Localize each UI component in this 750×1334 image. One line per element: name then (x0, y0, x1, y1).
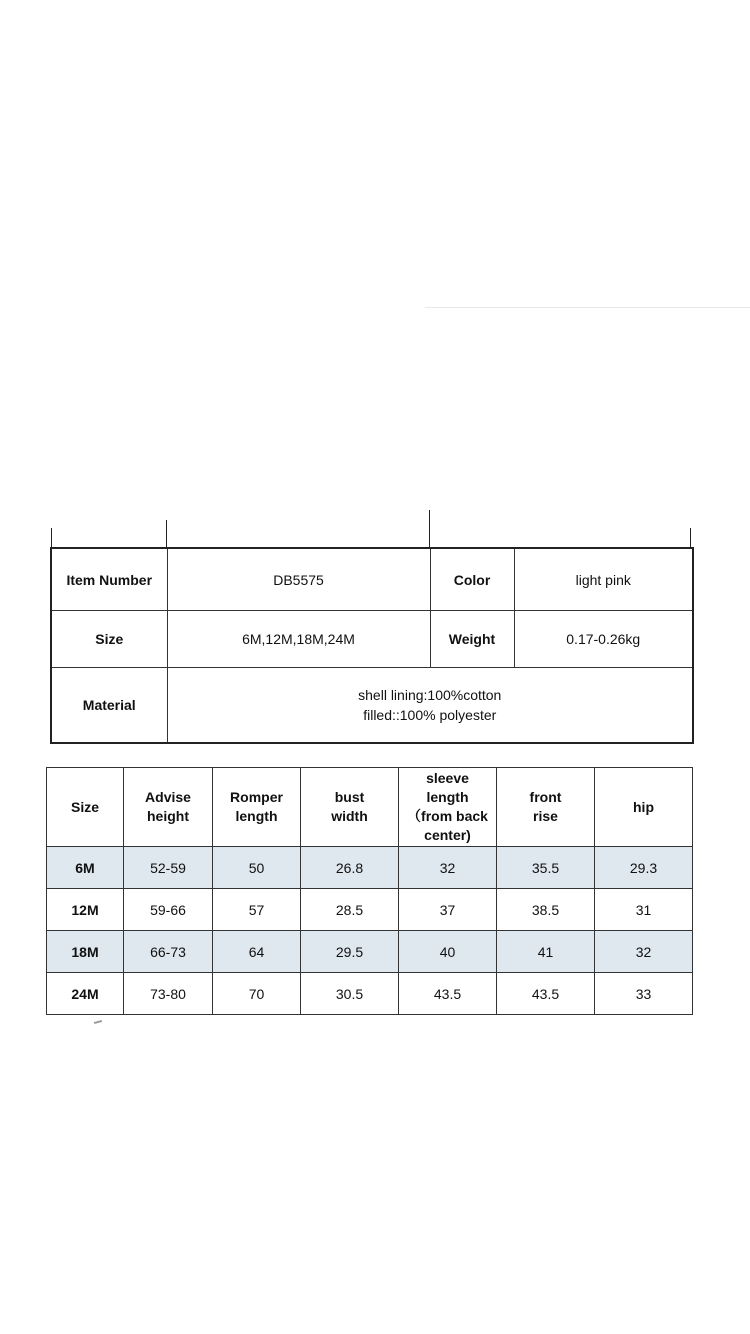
size-measure-cell: 64 (213, 931, 301, 973)
size-chart-header-cell (595, 768, 693, 847)
size-measure-cell: 37 (399, 889, 497, 931)
table-border-stub (690, 528, 691, 548)
header-line: height (147, 808, 189, 824)
size-measure-cell: 66-73 (124, 931, 213, 973)
size-measure-cell: 30.5 (301, 973, 399, 1015)
header-line: hip (633, 798, 654, 815)
speck-mark (94, 1020, 102, 1024)
product-info-table (50, 547, 694, 744)
size-chart-header-cell (124, 768, 213, 847)
size-measure-cell: 35.5 (497, 847, 595, 889)
size-chart-header-cell (47, 768, 124, 847)
table-border-stub (429, 510, 430, 548)
size-measure-cell: 59-66 (124, 889, 213, 931)
item-number-label: Item Number (51, 548, 167, 611)
size-row-label: 18M (47, 931, 124, 973)
size-measure-cell: 32 (595, 931, 693, 973)
header-line: （from back (407, 808, 488, 824)
material-label: Material (51, 668, 167, 744)
size-measure-cell: 41 (497, 931, 595, 973)
size-measure-cell: 38.5 (497, 889, 595, 931)
size-value: 6M,12M,18M,24M (167, 611, 430, 668)
header-line: bust (334, 789, 365, 805)
info-row-item (51, 548, 693, 611)
color-label: Color (430, 548, 514, 611)
size-measure-cell: 32 (399, 847, 497, 889)
header-line: sleeve (426, 770, 469, 786)
header-line: width (331, 808, 368, 824)
weight-value: 0.17-0.26kg (514, 611, 693, 668)
size-chart-header-cell (399, 768, 497, 847)
size-measure-cell: 57 (213, 889, 301, 931)
size-chart-header-row (47, 768, 693, 847)
size-measure-cell: 43.5 (399, 973, 497, 1015)
size-row-label: 24M (47, 973, 124, 1015)
header-line: Advise (145, 789, 191, 805)
size-measure-cell: 40 (399, 931, 497, 973)
weight-label: Weight (430, 611, 514, 668)
divider-line (425, 307, 750, 308)
size-measure-cell: 43.5 (497, 973, 595, 1015)
color-value: light pink (514, 548, 693, 611)
header-line: length (235, 808, 278, 824)
size-label: Size (51, 611, 167, 668)
size-measure-cell: 52-59 (124, 847, 213, 889)
table-row (47, 931, 693, 973)
size-measure-cell: 33 (595, 973, 693, 1015)
material-value (167, 668, 693, 744)
info-row-size (51, 611, 693, 668)
size-chart-header-cell (213, 768, 301, 847)
header-line: Romper (230, 789, 283, 805)
size-row-label: 12M (47, 889, 124, 931)
table-border-stub (166, 520, 167, 548)
header-line: length (426, 789, 469, 805)
size-measure-cell: 73-80 (124, 973, 213, 1015)
material-line-1: shell lining:100%cotton (358, 687, 502, 703)
table-row (47, 973, 693, 1015)
material-line-2: filled::100% polyester (363, 707, 497, 723)
size-measure-cell: 26.8 (301, 847, 399, 889)
size-measure-cell: 28.5 (301, 889, 399, 931)
size-measure-cell: 29.5 (301, 931, 399, 973)
table-row (47, 847, 693, 889)
size-chart-header-cell (301, 768, 399, 847)
size-chart-table (46, 767, 693, 1015)
table-row (47, 889, 693, 931)
size-measure-cell: 70 (213, 973, 301, 1015)
size-chart-header-cell (497, 768, 595, 847)
size-measure-cell: 50 (213, 847, 301, 889)
size-chart-body (47, 847, 693, 1015)
size-row-label: 6M (47, 847, 124, 889)
table-border-stub (51, 528, 52, 548)
header-line: center) (424, 827, 471, 843)
header-line: Size (70, 798, 99, 815)
header-line: front (529, 789, 562, 805)
header-line: rise (533, 808, 558, 824)
size-measure-cell: 31 (595, 889, 693, 931)
size-measure-cell: 29.3 (595, 847, 693, 889)
item-number-value: DB5575 (167, 548, 430, 611)
info-row-material (51, 668, 693, 744)
